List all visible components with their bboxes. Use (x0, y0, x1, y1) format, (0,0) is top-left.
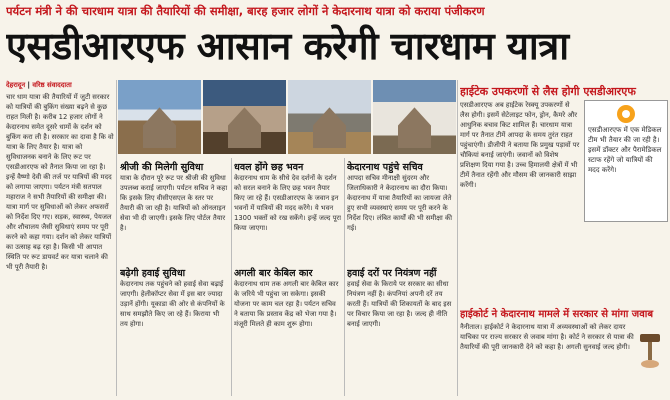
block-5-text: केदारनाथ धाम तक अगली बार केबिल कार के जरिये भी पहुंचा जा सकेगा। इसकी योजना पर काम चल रहा है। पर्यटन सचिव ने बताया कि प्रस्ताव केंद्र को भेजा गया है। मंजूरी मिलते ही काम शुरू होगा। (234, 280, 339, 328)
block-4-text: केदारनाथ तक पहुंचने को हवाई सेवा बढ़ाई जाएगी। हेलीकॉप्टर सेवा में इस बार ज्यादा उड़ानें होंगी। यूकाडा की ओर से कंपनियों के साथ समझौते किए जा रहे हैं। किराया भी तय होगा। (120, 280, 225, 328)
main-headline: एसडीआरएफ आसान करेगी चारधाम यात्रा (6, 24, 569, 68)
temple-photo-4 (373, 80, 456, 154)
gavel-hand-icon (636, 330, 664, 370)
block-2-title: धवल होंगे छह भवन (234, 162, 304, 173)
block-3-title: केदारनाथ पहुंचे सचिव (347, 162, 423, 173)
sdrf-logo-icon (617, 105, 635, 123)
sidebar-article-text: एसडीआरएफ अब हाईटेक रेस्क्यू उपकरणों से लैस होगी। इसमें सेटेलाइट फोन, ड्रोन, कैमरे और आधुनिक बचाव किट शामिल हैं। चारधाम यात्रा मार्ग पर तैनात टीमें आपदा के समय तुरंत राहत पहुंचाएंगी। डीजीपी ने बताया कि प्रमुख पड़ावों पर चौकियां बनाई जाएंगी। जवानों को विशेष प्रशिक्षण दिया गया है। उच्च हिमालयी क्षेत्रों में भी टीमें तैनात रहेंगी और मौसम की जानकारी साझा करेंगी। (460, 101, 580, 189)
block-1-text: यात्रा के दौरान पूरे रूट पर श्रीजी की सुविधा उपलब्ध कराई जाएगी। पर्यटन सचिव ने कहा कि इसके लिए वीसीएसएल के स्तर पर तैयारी की जा रही है। यात्रियों को ऑनलाइन सेवा भी दी जाएगी। इसके लिए पोर्टल तैयार है। (120, 174, 228, 232)
temple-photo-1 (118, 80, 201, 154)
block-5-title: अगली बार केबिल कार (234, 268, 313, 279)
block-6-text: हवाई सेवा के किराये पर सरकार का सीधा नियंत्रण नहीं है। कंपनियां अपनी दरें तय करती हैं। यात्रियों की शिकायतों के बाद इस पर विचार किया जा रहा है। जल्द ही नीति बनाई जाएगी। (347, 280, 452, 328)
dateline-place: देहरादून (6, 81, 26, 89)
dateline-byline: वरिष्ठ संवाददाता (32, 81, 72, 89)
dateline: देहरादून | वरिष्ठ संवाददाता (6, 81, 72, 89)
block-1-title: श्रीजी की मिलेगी सुविधा (120, 162, 204, 173)
highcourt-headline: हाईकोर्ट ने केदारनाथ मामले में सरकार से मांगा जवाब (460, 309, 654, 320)
block-6-title: हवाई दरों पर नियंत्रण नहीं (347, 268, 437, 279)
lead-article-text: चार धाम यात्रा की तैयारियों में जुटी सरकार को यात्रियों की बुकिंग संख्या बढ़ने से कुछ राहत मिली है। करीब 12 हजार लोगों ने केदारनाथ समेत दूसरे धामों के दर्शन को बुकिंग करा ली है। सरकार का दावा है कि वो यात्रा के लिए तैयार है। यात्रा को सुविधाजनक बनाने के लिए रूट पर एसडीआरएफ को तैनात किया जा रहा है। इन्हें वैष्णो देवी की तर्ज पर यात्रियों की मदद को लगाया जाएगा। पर्यटन मंत्री सतपाल महाराज ने सभी तैयारियों की समीक्षा की। यात्रा मार्ग पर सुविधाओं को लेकर अफसरों को निर्देश दिए गए। सड़क, स्वास्थ्य, पेयजल और शौचालय जैसी सुविधाएं समय पर पूरी करने को कहा गया। दर्शन को लेकर यात्रियों का उत्साह बढ़ रहा है। किसी भी आपात स्थिति पर रूट डायवर्ट कर यात्रा चलाने की भी पूरी तैयारी है। (6, 93, 114, 271)
temple-photo-2 (203, 80, 286, 154)
block-3 (347, 160, 454, 262)
kicker-line: पर्यटन मंत्री ने की चारधाम यात्रा की तैयारियों की समीक्षा, बारह हजार लोगों ने केदारनाथ यात्रा को कराया पंजीकरण (6, 4, 485, 18)
temple-photo-3 (288, 80, 371, 154)
block-4-title: बढ़ेगी हवाई सुविधा (120, 268, 186, 279)
block-2 (234, 160, 341, 262)
lead-article (6, 80, 114, 395)
block-5 (234, 266, 341, 394)
highcourt-article-text: नैनीताल। हाईकोर्ट ने केदारनाथ यात्रा में अव्यवस्थाओं को लेकर दायर याचिका पर राज्य सरकार से जवाब मांगा है। कोर्ट ने सरकार से यात्रा की तैयारियों की पूरी जानकारी देने को कहा है। अगली सुनवाई जल्द होगी। (460, 323, 634, 351)
block-6 (347, 266, 454, 394)
sdrf-info-box (584, 100, 668, 222)
block-3-text: आपदा सचिव मीनाक्षी सुंदरम और जिलाधिकारी ने केदारनाथ का दौरा किया। केदारनाथ में यात्रा तैयारियों का जायजा लेते हुए सभी व्यवस्थाएं समय पर पूरी करने के निर्देश दिए। लंबित कार्यों की भी समीक्षा की गई। (347, 174, 452, 232)
sdrf-info-text: एसडीआरएफ में एक मेडिकल टीम भी तैयार की जा रही है। इसमें डॉक्टर और पैरामेडिकल स्टाफ रहेंगे जो यात्रियों की मदद करेंगे। (588, 126, 662, 174)
block-2-text: केदारनाथ धाम के सीधे देव दर्शनों के दर्शन को सरल बनाने के लिए छह भवन तैयार किए जा रहे हैं। एसडीआरएफ के जवान इन भवनों में यात्रियों की मदद करेंगे। ये भवन 1300 भक्तों को रख सकेंगे। इन्हें जल्द पूरा किया जाएगा। (234, 174, 341, 232)
sidebar-headline: हाईटेक उपकरणों से लैस होगी एसडीआरएफ (460, 85, 636, 98)
block-1 (120, 160, 228, 262)
photo-strip (118, 80, 456, 154)
block-4 (120, 266, 228, 394)
